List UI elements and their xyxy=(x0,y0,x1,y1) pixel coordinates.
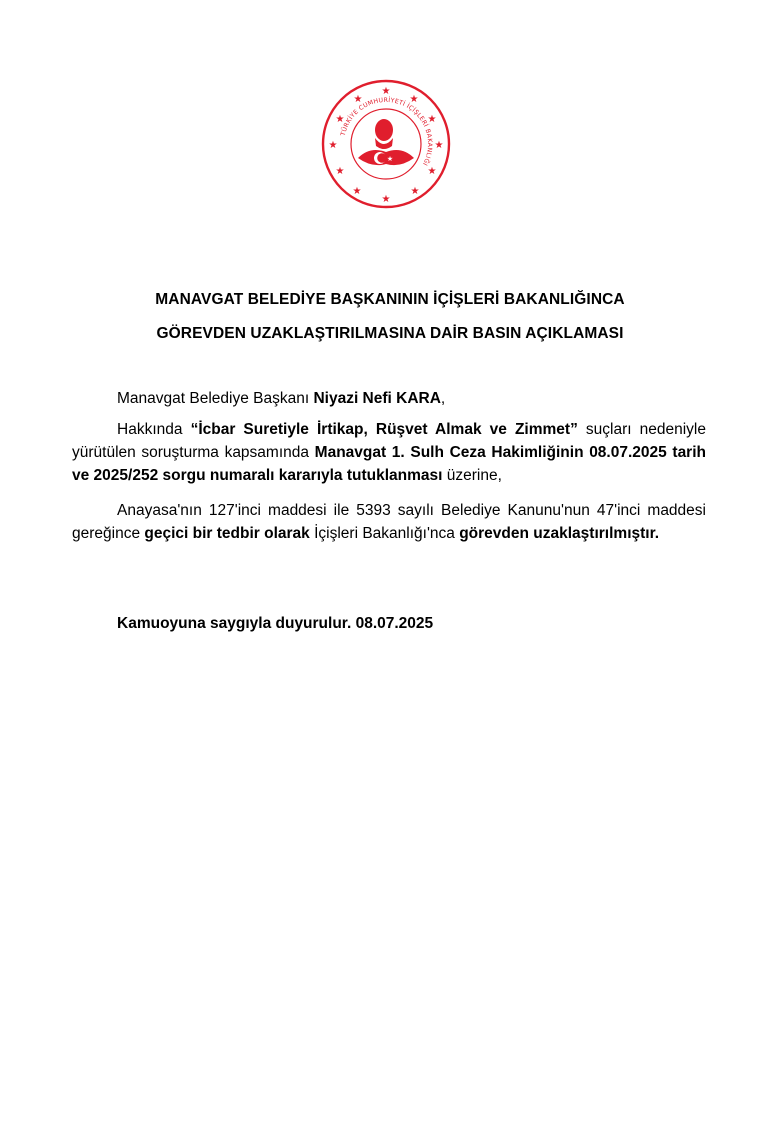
charges-list: “İcbar Suretiyle İrtikap, Rüşvet Almak ve Zimmet” xyxy=(190,421,578,438)
charges-text-3: üzerine, xyxy=(442,467,502,484)
svg-text:★: ★ xyxy=(381,86,391,97)
svg-text:★: ★ xyxy=(434,140,444,151)
press-release-title-line-1: MANAVGAT BELEDİYE BAŞKANININ İÇİŞLERİ BAKANLIĞINCA xyxy=(155,291,625,308)
svg-text:★: ★ xyxy=(427,166,437,177)
salutation-prefix: Manavgat Belediye Başkanı xyxy=(117,390,314,407)
charges-text-2: suçları nedeniyle yürütülen soruşturma kapsamında xyxy=(72,421,706,461)
salutation-paragraph xyxy=(117,387,705,410)
svg-text:★: ★ xyxy=(386,155,394,163)
press-release-title-line-2: GÖREVDEN UZAKLAŞTIRILMASINA DAİR BASIN AÇIKLAMASI xyxy=(156,325,624,342)
legal-basis-paragraph xyxy=(72,499,706,545)
salutation-suffix: , xyxy=(440,390,446,407)
svg-text:★: ★ xyxy=(335,166,345,177)
ministry-seal-icon xyxy=(320,78,452,210)
charges-paragraph xyxy=(72,418,706,487)
svg-text:★: ★ xyxy=(381,194,391,205)
mayor-name: Niyazi Nefi KARA xyxy=(313,390,441,407)
ministry-seal xyxy=(320,78,452,210)
court-decision: Manavgat 1. Sulh Ceza Hakimliğinin 08.07.2025 tarih ve 2025/252 sorgu numaralı kararıyla tutuklanması xyxy=(72,444,706,484)
svg-text:★: ★ xyxy=(409,94,419,105)
svg-text:★: ★ xyxy=(410,186,420,197)
legal-basis-text-1: Anayasa'nın 127'inci maddesi ile 5393 sayılı Belediye Kanunu'nun 47'inci maddesi gereğince xyxy=(72,502,706,542)
svg-text:★: ★ xyxy=(328,140,338,151)
ataturk-silhouette-icon xyxy=(375,119,393,149)
svg-text:★: ★ xyxy=(352,186,362,197)
crescent-star-emblem-icon xyxy=(358,150,414,165)
legal-basis-text-2: İçişleri Bakanlığı'nca xyxy=(309,525,460,542)
svg-text:★: ★ xyxy=(335,114,345,125)
closing-statement: Kamuoyuna saygıyla duyurulur. 08.07.2025 xyxy=(117,615,434,632)
temporary-measure: geçici bir tedbir olarak xyxy=(144,525,310,542)
svg-text:TÜRKİYE CUMHURİYETİ İÇİŞLERİ B: TÜRKİYE CUMHURİYETİ İÇİŞLERİ BAKANLIĞI xyxy=(339,96,434,167)
suspension-statement: görevden uzaklaştırılmıştır. xyxy=(459,525,660,542)
svg-text:★: ★ xyxy=(427,114,437,125)
charges-text-1: Hakkında xyxy=(117,421,191,438)
svg-text:★: ★ xyxy=(353,94,363,105)
